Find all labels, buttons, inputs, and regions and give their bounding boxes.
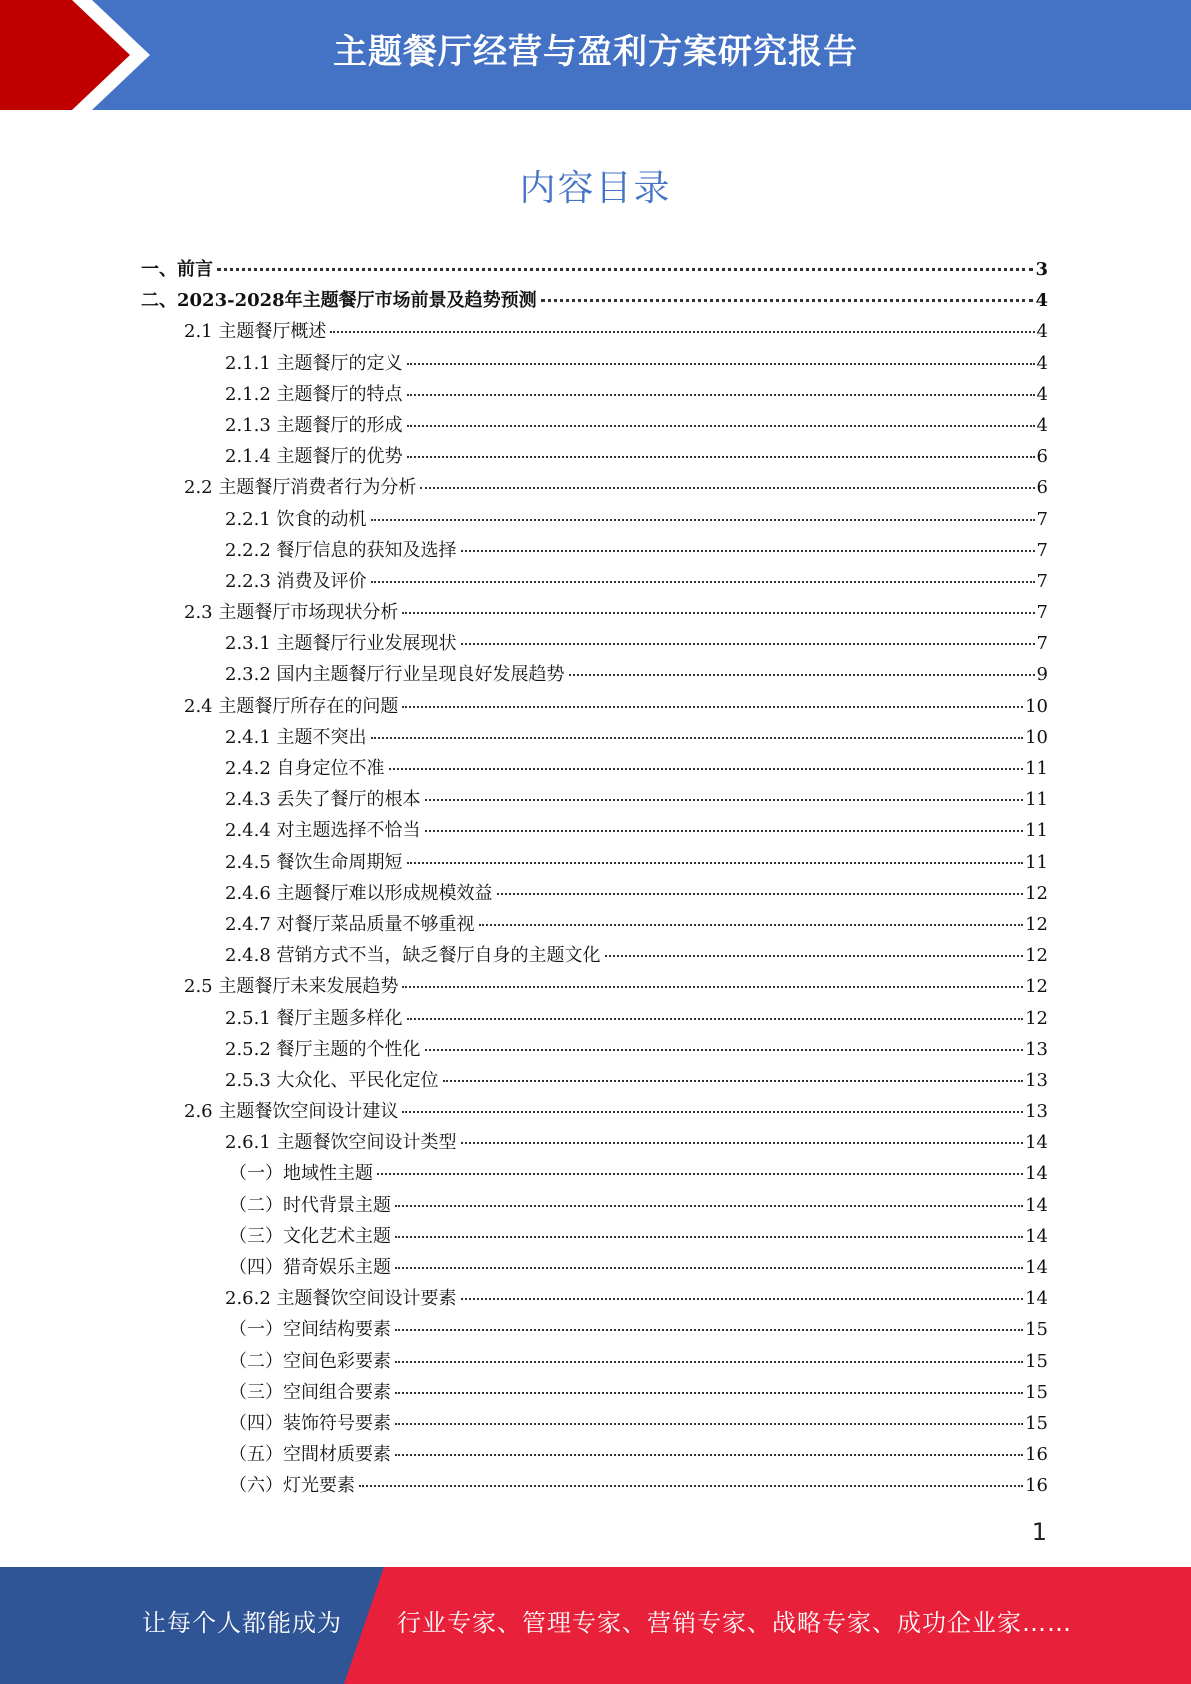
toc-entry-title: 一、前言 (141, 259, 213, 280)
toc-entry-page: 14 (1025, 1132, 1048, 1154)
toc-entry-page: 11 (1025, 820, 1048, 842)
toc-entry-page: 11 (1025, 789, 1048, 811)
toc-entry-page: 7 (1036, 508, 1048, 530)
toc-dot-leader (407, 455, 1035, 458)
toc-entry-page: 13 (1025, 1101, 1048, 1123)
toc-dot-leader (330, 330, 1034, 333)
toc-entry-title: 2.1 主题餐厅概述 (184, 321, 327, 343)
toc-dot-leader (420, 486, 1034, 489)
toc-entry-title: 2.4.5 餐饮生命周期短 (225, 851, 403, 873)
toc-entry-title: （二）时代背景主题 (229, 1194, 391, 1216)
toc-entry-title: 2.6 主题餐饮空间设计建议 (184, 1101, 399, 1123)
toc-entry[interactable] (141, 1377, 1048, 1408)
toc-entry-title: 2.6.2 主题餐饮空间设计要素 (225, 1288, 457, 1310)
toc-entry-title: 2.4.4 对主题选择不恰当 (225, 820, 421, 842)
footer-banner (0, 1567, 1191, 1684)
page-number: 1 (1031, 1518, 1047, 1546)
toc-dot-leader (389, 767, 1024, 770)
toc-entry-title: 2.1.2 主题餐厅的特点 (225, 383, 403, 405)
toc-entry-title: 2.1.1 主题餐厅的定义 (225, 352, 403, 374)
toc-entry-page: 4 (1036, 383, 1048, 405)
toc-entry[interactable] (141, 971, 1048, 1002)
toc-entry-title: 2.2.3 消费及评价 (225, 570, 367, 592)
toc-entry-title: （三）空间组合要素 (229, 1381, 391, 1403)
toc-entry[interactable] (141, 659, 1048, 690)
toc-entry[interactable] (141, 1034, 1048, 1065)
toc-entry[interactable] (141, 1314, 1048, 1345)
toc-entry-page: 10 (1025, 726, 1048, 748)
toc-dot-leader (425, 1048, 1024, 1051)
toc-entry-title: 2.4.6 主题餐厅难以形成规模效益 (225, 882, 493, 904)
toc-dot-leader (402, 705, 1023, 708)
table-of-contents (141, 254, 1048, 1502)
toc-entry[interactable] (141, 878, 1048, 909)
toc-entry[interactable] (141, 1158, 1048, 1189)
toc-entry-page: 4 (1036, 414, 1048, 436)
toc-entry-page: 6 (1036, 477, 1048, 499)
toc-entry[interactable] (141, 909, 1048, 940)
toc-entry[interactable] (141, 847, 1048, 878)
toc-dot-leader (402, 985, 1023, 988)
toc-entry-title: 2.2.1 饮食的动机 (225, 508, 367, 530)
toc-entry-page: 3 (1035, 259, 1048, 280)
toc-entry-page: 16 (1025, 1475, 1048, 1497)
toc-dot-leader (395, 1360, 1023, 1363)
toc-entry-page: 14 (1025, 1194, 1048, 1216)
toc-dot-leader (395, 1422, 1023, 1425)
toc-entry[interactable] (141, 1439, 1048, 1470)
toc-entry[interactable] (141, 410, 1048, 441)
toc-dot-leader (371, 580, 1035, 583)
toc-entry-page: 15 (1025, 1412, 1048, 1434)
toc-dot-leader (479, 923, 1024, 926)
toc-entry-page: 6 (1036, 446, 1048, 468)
toc-dot-leader (395, 1453, 1023, 1456)
toc-entry-page: 7 (1036, 633, 1048, 655)
toc-entry-page: 14 (1025, 1225, 1048, 1247)
toc-entry[interactable] (141, 1065, 1048, 1096)
toc-entry[interactable] (141, 1283, 1048, 1314)
toc-entry-page: 7 (1036, 570, 1048, 592)
toc-entry-title: 2.4.8 营销方式不当，缺乏餐厅自身的主题文化 (225, 945, 601, 967)
toc-dot-leader (377, 1172, 1023, 1175)
toc-entry[interactable] (141, 1127, 1048, 1158)
toc-entry-title: 2.5 主题餐厅未来发展趋势 (184, 976, 399, 998)
toc-dot-leader (461, 1297, 1024, 1300)
toc-entry-title: （一）地域性主题 (229, 1163, 373, 1185)
toc-dot-leader (402, 611, 1034, 614)
toc-entry[interactable] (141, 285, 1048, 316)
toc-entry-page: 12 (1025, 882, 1048, 904)
toc-dot-leader (359, 1484, 1023, 1487)
toc-entry-title: 2.4.1 主题不突出 (225, 726, 367, 748)
toc-dot-leader (569, 673, 1035, 676)
toc-entry[interactable] (141, 1470, 1048, 1501)
toc-entry[interactable] (141, 815, 1048, 846)
toc-entry-title: 2.2 主题餐厅消费者行为分析 (184, 477, 417, 499)
toc-entry-title: （五）空間材质要素 (229, 1444, 391, 1466)
toc-entry-page: 15 (1025, 1319, 1048, 1341)
toc-entry-page: 4 (1036, 352, 1048, 374)
toc-entry-title: 2.4.2 自身定位不准 (225, 758, 385, 779)
toc-entry-page: 4 (1036, 321, 1048, 343)
toc-dot-leader (407, 362, 1035, 365)
toc-entry-page: 12 (1025, 1007, 1048, 1029)
toc-entry-page: 10 (1025, 695, 1048, 717)
toc-entry-page: 12 (1025, 913, 1048, 935)
toc-entry[interactable] (141, 597, 1048, 628)
toc-dot-leader (497, 892, 1024, 895)
toc-entry-page: 9 (1036, 664, 1048, 686)
toc-dot-leader (407, 393, 1035, 396)
toc-entry-page: 14 (1025, 1288, 1048, 1310)
toc-dot-leader (443, 1079, 1024, 1082)
toc-entry-title: （四）装饰符号要素 (229, 1412, 391, 1434)
header-banner (0, 0, 1191, 110)
toc-entry[interactable] (141, 316, 1048, 347)
toc-entry-page: 4 (1035, 290, 1048, 312)
toc-entry-title: （六）灯光要素 (229, 1475, 355, 1497)
toc-dot-leader (461, 549, 1035, 552)
toc-entry-page: 11 (1025, 758, 1048, 779)
toc-entry-page: 11 (1025, 851, 1048, 873)
toc-dot-leader (371, 736, 1024, 739)
toc-dot-leader (395, 1235, 1023, 1238)
toc-entry-title: 2.5.1 餐厅主题多样化 (225, 1007, 403, 1029)
toc-entry[interactable] (141, 535, 1048, 566)
toc-entry[interactable] (141, 722, 1048, 753)
toc-entry-title: 2.4 主题餐厅所存在的问题 (184, 695, 399, 717)
toc-entry[interactable] (141, 254, 1048, 285)
toc-entry[interactable] (141, 1190, 1048, 1221)
toc-entry-page: 15 (1025, 1350, 1048, 1372)
toc-entry-title: 2.4.7 对餐厅菜品质量不够重视 (225, 913, 475, 935)
toc-dot-leader (605, 954, 1024, 957)
toc-entry[interactable] (141, 940, 1048, 971)
toc-dot-leader (395, 1328, 1023, 1331)
toc-entry-page: 12 (1025, 945, 1048, 967)
toc-entry-page: 14 (1025, 1163, 1048, 1185)
toc-entry-page: 7 (1036, 539, 1048, 561)
toc-dot-leader (407, 861, 1024, 864)
toc-entry-title: 2.1.4 主题餐厅的优势 (225, 446, 403, 468)
toc-entry-title: 2.3.1 主题餐厅行业发展现状 (225, 633, 457, 655)
toc-dot-leader (461, 642, 1035, 645)
toc-dot-leader (541, 298, 1034, 302)
toc-entry-title: （四）猎奇娱乐主题 (229, 1257, 391, 1278)
toc-entry[interactable] (141, 691, 1048, 722)
footer-slogan-left: 让每个人都能成为 (142, 1609, 342, 1637)
toc-entry[interactable] (141, 348, 1048, 379)
toc-heading: 内容目录 (519, 168, 672, 209)
toc-entry-page: 12 (1025, 976, 1048, 998)
toc-entry-page: 7 (1036, 602, 1048, 624)
toc-entry[interactable] (141, 1003, 1048, 1034)
toc-dot-leader (402, 1110, 1023, 1113)
toc-dot-leader (371, 518, 1035, 521)
toc-entry-title: 2.1.3 主题餐厅的形成 (225, 414, 403, 436)
toc-dot-leader (425, 829, 1024, 832)
toc-entry[interactable] (141, 566, 1048, 597)
toc-entry-title: 2.6.1 主题餐饮空间设计类型 (225, 1132, 457, 1154)
toc-entry-title: 2.2.2 餐厅信息的获知及选择 (225, 539, 457, 561)
toc-entry-title: 2.5.3 大众化、平民化定位 (225, 1069, 439, 1091)
toc-entry[interactable] (141, 1096, 1048, 1127)
toc-entry-title: 二、2023-2028年主题餐厅市场前景及趋势预测 (141, 290, 537, 312)
toc-entry[interactable] (141, 1346, 1048, 1377)
toc-entry-title: 2.3.2 国内主题餐厅行业呈现良好发展趋势 (225, 664, 565, 686)
toc-entry[interactable] (141, 1221, 1048, 1252)
toc-entry-title: （一）空间结构要素 (229, 1319, 391, 1341)
toc-dot-leader (407, 424, 1035, 427)
footer-slogan-right: 行业专家、管理专家、营销专家、战略专家、成功企业家…… (397, 1609, 1072, 1637)
toc-entry-title: （二）空间色彩要素 (229, 1350, 391, 1372)
toc-entry-title: （三）文化艺术主题 (229, 1225, 391, 1247)
toc-entry-page: 14 (1025, 1257, 1048, 1278)
toc-entry[interactable] (141, 1408, 1048, 1439)
toc-dot-leader (395, 1204, 1023, 1207)
toc-dot-leader (461, 1141, 1024, 1144)
toc-dot-leader (395, 1266, 1023, 1269)
toc-dot-leader (395, 1391, 1023, 1394)
toc-entry-page: 16 (1025, 1444, 1048, 1466)
toc-entry[interactable] (141, 1252, 1048, 1283)
toc-entry-page: 15 (1025, 1381, 1048, 1403)
toc-entry-page: 13 (1025, 1069, 1048, 1091)
toc-entry[interactable] (141, 628, 1048, 659)
toc-entry-title: 2.3 主题餐厅市场现状分析 (184, 602, 399, 624)
report-title: 主题餐厅经营与盈利方案研究报告 (333, 32, 858, 72)
toc-entry[interactable] (141, 441, 1048, 472)
toc-entry-page: 13 (1025, 1038, 1048, 1060)
toc-dot-leader (425, 798, 1024, 801)
toc-dot-leader (407, 1017, 1024, 1020)
toc-entry[interactable] (141, 753, 1048, 784)
toc-entry-title: 2.5.2 餐厅主题的个性化 (225, 1038, 421, 1060)
toc-entry-title: 2.4.3 丢失了餐厅的根本 (225, 789, 421, 811)
toc-entry[interactable] (141, 504, 1048, 535)
toc-entry[interactable] (141, 472, 1048, 503)
toc-entry[interactable] (141, 379, 1048, 410)
toc-entry[interactable] (141, 784, 1048, 815)
toc-dot-leader (217, 267, 1033, 271)
